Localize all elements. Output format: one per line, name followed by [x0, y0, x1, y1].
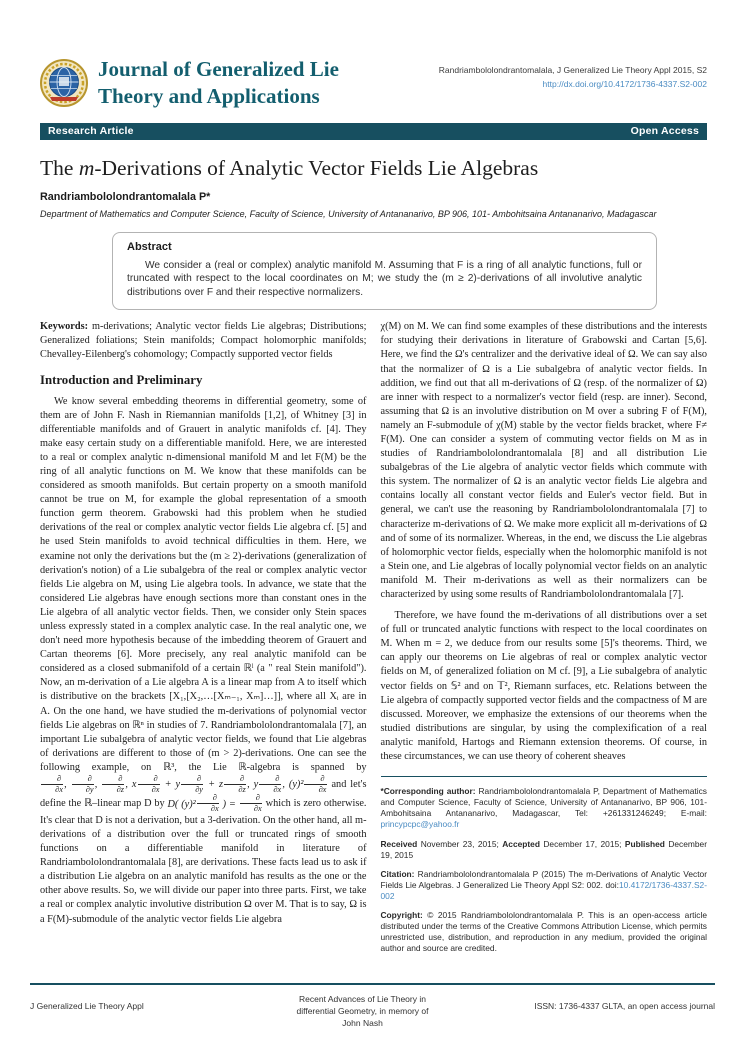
- right-column: [381, 320, 708, 996]
- footer-divider: [30, 983, 715, 985]
- partial-fraction: $\frac{\partial}{\partial z}$: [224, 775, 246, 794]
- dates-note: [381, 839, 708, 861]
- author-name: Randriambololondrantomalala P*: [40, 190, 211, 203]
- corresponding-author-text: Randriambololondrantomalala P, Department of Mathematics and Computer Science, Faculty of Science, University of Antananarivo, BP 906, 101- Ambohitsaina Antananarivo, Madagascar, Tel: +261331246249; E-mail:: [380, 786, 707, 819]
- publisher-globe-logo-icon: [40, 59, 88, 107]
- abstract-box: [112, 232, 657, 311]
- article-type-banner: [40, 123, 707, 140]
- math-fraction-group: [71, 774, 102, 794]
- keywords-label: Keywords:: [40, 321, 89, 333]
- journal-name-line2: Theory and Applications: [98, 84, 320, 109]
- page-title: [40, 156, 707, 181]
- corresponding-author-note: [381, 786, 708, 830]
- copyright-label: Copyright:: [380, 909, 423, 920]
- math-fraction-group: [288, 774, 328, 794]
- abstract-body: We consider a (real or complex) analytic manifold M. Assuming that F is a ring of all analytic functions, full or truncated with respect to the local coordinates on M; we study the (m ≥ 2)-derivations of all involutive analytic distributions over F and their respective normalizers.: [127, 259, 642, 299]
- math-fraction-group: [253, 774, 289, 794]
- math-sep: +: [204, 779, 220, 791]
- right-paragraph-2: Therefore, we have found the m-derivations of all distributions over a set of full or truncated analytic functions with respect to the local coordinates on M. When m = 2, we deduce from our results some [5]'s theorems. Third, we can apply our theorems on Lie algebras of real or complex analytic vector fields on M, of generalized foliation on M cf. [9], a Lie subalgebra of analytic vector fields on 𝕊² and on 𝕋², Riemann surfaces, etc. Relations between the Lie algebra of compactly supported vector fields and the compactness of M are discussed. Moreover, we emphasize the extensions of our theorems when the studied distributions are singular, by using the complexification of a real analytic manifold, Hartogs and Riemann extension theorems. Of course, in these circumstances, we can use theory of coherent sheaves: [380, 610, 707, 763]
- partial-fraction: $\frac{\partial}{\partial x}$: [197, 794, 219, 813]
- citation-doi-link[interactable]: 10.4172/1736-4337.S2-002: [380, 879, 707, 901]
- title-em: m: [78, 155, 95, 180]
- math-sep: ,: [282, 779, 289, 791]
- partial-fraction: $\frac{\partial}{\partial z}$: [102, 775, 124, 794]
- intro-text-1: We know several embedding theorems in differential geometry, some of them are of John F. Nash in Riemannian manifolds [1,2], of Whitney [3] in differentiable manifolds and of Grauert in analytic manifolds cf. [4]. They make easy certain study on a differentiable manifold. Here, we are interested to a real or complex analytic n-dimensional manifold M and let F(M) be the ring of all analytic functions on M. We know that these manifolds can be considered as smooth manifolds. But certain property on a smooth manifold cannot be true on M, for example the global representation of a smooth function germ theorem. Grabowski had this problem when he studied derivations of the real or complex analytic vector fields Lie algebra cf. [5] and he used Stein manifolds to avoid technical difficulties in them. Here, we examine not only the derivations but the (m ≥ 2)-derivations (generalization of derivation's notion) of a Lie subalgebra of the real or complex analytic vector fields Lie algebra on M, using Lie algebra tools. In advance, we state that the considered Lie algebras have enough sections more than constant ones in the Lie algebra of all analytic vector fields. Then, we consider only Stein spaces unless expressly stated in a complex analytic case. In the real analytic one, we don't need more hypothesis because of the imbedding theorem of Grauert and Cartan theorems [6]. More precisely, any real analytic manifold can be considered as a closed submanifold of a certain ℝˡ (a " real Stein manifold"). Now, an m-derivation of a Lie algebra A is a linear map from A to itself which is distributive on the brackets [X₁,[X₂,…[Xₘ₋₁, Xₘ]…]], where all Xᵢ are in A. On the one hand, we have studied the m-derivations of polynomial vector fields Lie algebras on ℝⁿ in studies of 7. Randriambololondrantomalala [7], an important Lie subalgebra of analytic vector fields, we found that Lie algebras of derivations are different to those of (m > 2)-derivations. One can see the following example, on ℝ³, the Lie ℝ-algebra is spanned by: [40, 395, 367, 773]
- math-coeff: D( (y)²: [167, 798, 196, 810]
- keywords-paragraph: [40, 320, 367, 362]
- title-post: -Derivations of Analytic Vector Fields Lie Algebras: [94, 155, 539, 180]
- intro-text-2: and let's define the ℝ–linear map D by: [40, 779, 367, 810]
- introduction-paragraph: [40, 395, 367, 927]
- page-footer: [30, 983, 715, 1030]
- running-citation: Randriambololondrantomalala, J Generalized Lie Theory Appl 2015, S2: [438, 65, 707, 75]
- keywords-text: m-derivations; Analytic vector fields Lie algebras; Distributions; Generalized foliations; Stein manifolds; Compact holomorphic manifolds; Chevalley-Eilenberg's cohomology; Compactly supported vector fields: [40, 321, 367, 361]
- math-sep: ,: [94, 779, 102, 791]
- partial-fraction: $\frac{\partial}{\partial y}$: [72, 775, 94, 794]
- title-pre: The: [40, 155, 79, 180]
- author-affiliation: Department of Mathematics and Computer Science, Faculty of Science, University of Antananarivo, BP 906, 101- Ambohitsaina Antananarivo, Madagascar: [40, 208, 657, 219]
- footnote-divider: [381, 776, 708, 777]
- received-label: Received: [380, 838, 418, 849]
- left-column: [40, 320, 367, 996]
- math-fraction-group: [219, 774, 254, 794]
- math-coeff: y: [253, 779, 259, 791]
- math-coeff: z: [219, 779, 224, 791]
- footer-issue-line1: Recent Advances of Lie Theory in: [299, 994, 426, 1004]
- citation-note: [381, 869, 708, 902]
- partial-fraction: $\frac{\partial}{\partial x}$: [304, 775, 326, 794]
- footer-issue-line3: John Nash: [342, 1017, 383, 1028]
- math-sep: ,: [247, 779, 254, 791]
- math-fraction-group: [239, 793, 263, 814]
- citation-text: Randriambololondrantomalala P (2015) The m-Derivations of Analytic Vector Fields Lie Algebras. J Generalized Lie Theory Appl S2: 002. doi:: [380, 868, 707, 890]
- abstract-heading: Abstract: [127, 240, 172, 253]
- math-sep: ,: [64, 779, 71, 791]
- open-access-label: Open Access: [630, 124, 699, 137]
- footer-journal-name: J Generalized Lie Theory Appl: [30, 1001, 144, 1011]
- math-fraction-group: [40, 774, 71, 794]
- journal-name-line1: Journal of Generalized Lie: [98, 57, 339, 81]
- math-fraction-group: [167, 793, 239, 814]
- section-heading-introduction: Introduction and Preliminary: [40, 372, 203, 387]
- partial-fraction: $\frac{\partial}{\partial x}$: [138, 775, 160, 794]
- accepted-label: Accepted: [502, 838, 540, 849]
- math-coeff: (y)²: [288, 779, 304, 791]
- article-body: [40, 320, 707, 996]
- footer-issue-line2: differential Geometry, in memory of: [296, 1005, 429, 1016]
- copyright-note: [381, 910, 708, 954]
- email-link[interactable]: princypcpc@yahoo.fr: [380, 819, 460, 830]
- math-fraction-group: [101, 774, 132, 794]
- math-sep: ) =: [219, 798, 239, 810]
- math-fraction-group: [131, 774, 176, 794]
- received-date: November 23, 2015;: [417, 838, 503, 849]
- accepted-date: December 17, 2015;: [539, 838, 625, 849]
- math-fraction-group: [175, 774, 220, 794]
- math-coeff: x: [131, 779, 137, 791]
- right-paragraph-1: χ(M) on M. We can find some examples of these distributions and the interests for studying their derivations in literature of Grabowski and Cartan [5,6]. Here, we find the Ω's centralizer and the derivative ideal of Ω. We can say also that the normalizer of Ω is a Lie subalgebra of analytic vector fields. In addition, we find out that all m-derivations of Ω (resp. of the normalizer of Ω) are inner with respect to a normalizer's vector field (resp. are inner). Second, assuming that Ω is an involutive distribution on M over a subring F of F(M), namely an F-submodule of χ(M) stable by the vector fields bracket, where F≠ F(M). One can consider a system of commuting vector fields on M as in studies of Randriambololondrantomalala [8] and all distribution Lie subalgebras of the Lie algebra of analytic vector fields which commute with this system. The normalizer of Ω is an analytic vector fields Lie algebra and contains locally all constant vector fields and Euler's vector field. But in general, we can't use the reasoning by Randriambololondrantomalala [7] to characterize m-derivations of Ω. We make more explicit all m-derivations of Ω and of some of its normalizer. Whereas, in the end, we discuss the Lie algebras of holomorphic vector fields, especially when the holomorphic manifold is not a Stein one, and Lie algebras of locally polynomial vector fields on an analytic manifold M. Their m-derivations as well as their normalizers can be characterized by using some results of Randriambololondrantomalala [7].: [380, 321, 707, 600]
- published-label: Published: [624, 838, 665, 849]
- journal-header: [40, 56, 707, 111]
- partial-fraction: $\frac{\partial}{\partial x}$: [41, 775, 63, 794]
- partial-fraction: $\frac{\partial}{\partial y}$: [181, 775, 203, 794]
- copyright-text: © 2015 Randriambololondrantomalala P. This is an open-access article distributed under the terms of the Creative Commons Attribution License, which permits unrestricted use, distribution, and reproduction in any medium, provided the original author and source are credited.: [380, 909, 707, 954]
- corresponding-author-label: *Corresponding author:: [380, 786, 476, 797]
- footer-issue-title: [260, 994, 465, 1030]
- intro-text-3: which is zero otherwise. It's clear that D is not a derivation, but a 3-derivation. On the other hand, all m-derivations of a distribution over the full or truncated rings of smooth functions on a differentiable manifold in literature of Randriambololondrantomalala [8], are derivations. These facts lead us to ask if a distribution Lie algebra on an analytic manifold has results as the one or the other above results. So, we will divide our paper into three parts. First, we take a real or complex analytic involutive distribution Ω over M. That is to say, Ω is a F(M)-submodule of the analytic vector fields Lie algebra: [40, 798, 367, 925]
- published-date: December 19, 2015: [380, 838, 707, 860]
- footer-issn: ISSN: 1736-4337 GLTA, an open access journal: [534, 1001, 715, 1011]
- math-sep: +: [160, 779, 176, 791]
- partial-fraction: $\frac{\partial}{\partial x}$: [259, 775, 281, 794]
- article-type-label: Research Article: [48, 124, 134, 137]
- journal-name: [98, 56, 339, 111]
- header-doi-link[interactable]: http://dx.doi.org/10.4172/1736-4337.S2-002: [542, 78, 707, 89]
- citation-label: Citation:: [380, 868, 415, 879]
- math-sep: ,: [125, 779, 132, 791]
- math-coeff: y: [175, 779, 181, 791]
- partial-fraction: $\frac{\partial}{\partial x}$: [240, 794, 262, 813]
